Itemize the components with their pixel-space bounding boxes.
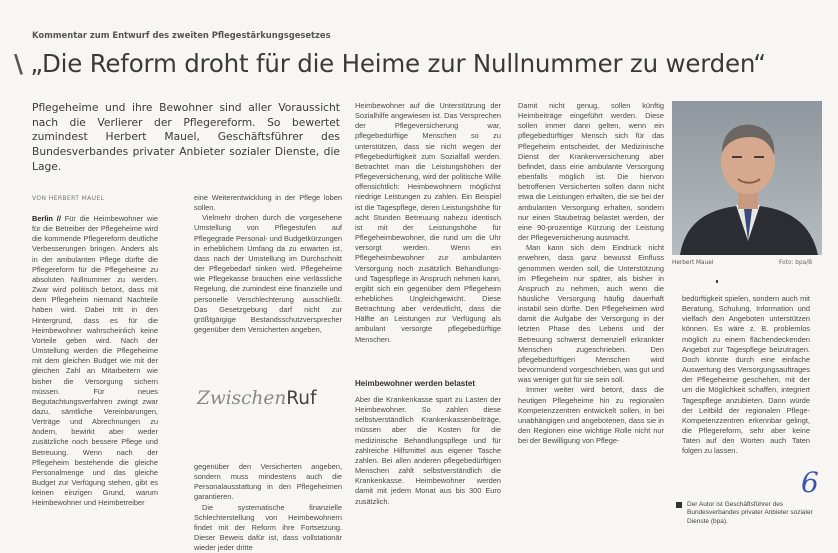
quote-mark: \ xyxy=(14,49,23,78)
paragraph: Heimbewohner auf die Unterstützung der Sozialhilfe angewiesen ist. Das Versprechen der Pflegeversicherung war, pflegebedürftige Menschen so zu unterstützen, dass sie nicht wegen der Pflegebedürftigkeit zum Sozialfall werden. Betrachtet man die Leistungshöhen der Pflegeversicherung, wird der politische Wille offensichtlich: Heimbewohnern möglichst niedrige Leistungen zu zahlen. Ein Beispiel ist die Tagespflege, deren Leistungshöhe für acht Stunden Betreuung nahezu identisch ist mit der Leistungshöhe für Pflegeheimbewohner, die rund um die Uhr versorgt werden. Wenn ein Pflegeheimbewohner zur ambulanten Versorgung noch zusätzlich Behandlungs- und Tagespflege in Anspruch nehmen kann, ergibt sich ein gegenüber dem Pflegeheim erhebliches Ungleichgewicht. Diese Betrachtung aber verdeutlicht, dass die Hälfte an Leistungen zur Verfügung als ambulant versorgte pflegebedürftige Menschen. xyxy=(355,101,501,344)
text-column-5 xyxy=(682,294,810,494)
page-number: 6 xyxy=(801,466,819,499)
text-column-2-bottom xyxy=(194,462,342,553)
text-column-1 xyxy=(32,214,158,544)
article-kicker: Kommentar zum Entwurf des zweiten Pflegestärkungsgesetzes xyxy=(32,30,331,40)
portrait-illustration xyxy=(672,101,822,255)
author-photo xyxy=(672,101,822,255)
paragraph: Damit nicht genug, sollen künftig Heimbeiträge eingeführt werden. Diese sollen immer dann gelten, wenn ein pflegebedürftiger Mensch sich für das Pflegeheim entscheidet, der Medizinische Dienst der Krankenversicherung aber befindet, dass eine ambulante Versorgung ebenfalls möglich ist. Die hiervon betroffenen Versicherten sollen dann nicht etwa die Leistungen erhalten, die sie bei der ambulanten Versorgung erhalten, sondern nur einen Staubetrag belastet werden, der eine 90-prozentige Kürzung der Leistung der Pflegeversicherung ausmacht. xyxy=(518,101,664,243)
paragraph: Man kann sich dem Eindruck nicht erwehren, dass ganz bewusst Einfluss genommen werden soll, die Unterstützung im Pflegeheim nur später, als bisher in Anspruch zu nehmen, auch wenn die häusliche Versorgung häufig dauerhaft instabil sein dürfte. Den Pflegeheimen wird damit die Aufgabe der Versorgung in der letzten Phase des Lebens und der Betreuung schwerst demenziell erkrankter Menschen zugeschrieben. Den pflegebedürftigen Menschen wird bevormundend vorgeschrieben, was gut und was weniger gut für sie sein soll. xyxy=(518,243,664,385)
paragraph: Vielmehr drohen durch die vorgesehene Umstellung von Pflegestufen auf Pflegegrade Personal- und Budgetkürzungen in erheblichem Umfang da zu erwarten ist, dass nach der Umstellung im Durchschnitt der Pflegebedarf sinken wird. Pflegeheime wie Pflegekasse brauchen eine verlässliche Regelung, die zumindest eine finanzielle und personelle Verschlechterung ausschließt. Das Gesetzgebung darf nicht zur größtgärgige Bestandsschutzversprecher gegenüber dem Versicherten angeben, xyxy=(194,213,342,335)
headline-text: „Die Reform droht für die Heime zur Nullnummer zu werden“ xyxy=(30,49,766,78)
dateline: Berlin // xyxy=(32,214,65,223)
paragraph: eine Weiterentwicklung in der Pflege loben sollen. xyxy=(194,193,342,213)
paragraph: Aber die Krankenkasse spart zu Lasten der Heimbewohner. So zahlen diese selbstverständlich Krankenkassenbeiträge, müssen aber die Kosten für die medizinische Behandlungspflege und für zahlreiche Hilfsmittel aus eigener Tasche zahlen. Bei allen anderen pflegebedürftigen Menschen zahlt selbstverständlich die Krankenkasse. Heimbewohner werden damit mit jedem Monat aus bis 300 Euro zusätzlich. xyxy=(355,395,501,506)
bullet-square-icon xyxy=(676,502,682,508)
paragraph xyxy=(32,214,158,509)
text-column-2-top xyxy=(194,193,342,360)
article-headline xyxy=(14,49,834,78)
article-lead: Pflegeheime und ihre Bewohner sind aller Voraussicht nach die Verlierer der Pflegereform. So bewertet zumindest Herbert Mauel, Geschäftsführer des Bundesverbandes privater Anbieter sozialer Dienste, die Lage. xyxy=(32,101,340,173)
text-column-3-top xyxy=(355,101,501,368)
subheading: Heimbewohner werden belastet xyxy=(355,379,476,388)
photo-credit: Foto: bpa/B xyxy=(779,260,813,266)
byline: VON HERBERT MAUEL xyxy=(32,195,105,202)
zwischenruf-logo xyxy=(197,388,317,409)
print-mark xyxy=(716,280,718,283)
zwischenruf-part-1: Zwischen xyxy=(197,388,287,409)
author-note xyxy=(687,501,815,526)
author-note-text: Der Autor ist Geschäftsführer des Bundesverbandes privater Anbieter sozialer Dienste (bpa). xyxy=(687,501,813,525)
paragraph: Immer weiter wird betont, dass die heutigen Pflegeheime hin zu regionalen Kompetenzzentren entwickelt sollen, in bei unabhängigen und angebotenen, dass sie in den Regionen eine wichtige Rolle nicht nur bei der Bewilligung von Pflege- xyxy=(518,385,664,446)
text-column-4 xyxy=(518,101,664,546)
text-column-3-bottom xyxy=(355,395,501,543)
paragraph: gegenüber den Versicherten angeben, sondern muss mindestens auch die Personalausstattung in den Pflegeheimen garantieren. xyxy=(194,462,342,502)
photo-caption: Herbert Mauel xyxy=(672,260,714,266)
zwischenruf-part-2: Ruf xyxy=(286,388,317,409)
paragraph: bedürftigkeit spielen, sondern auch mit Beratung, Schulung, Information und vielfach den Angeboten unterstützen können. Es wäre z. B. problemlos möglich zu einem flächendeckenden Angebot zur Tagespflege beizutragen. Doch könnte durch eine einfache Auswertung des Versorgungsauftrages der Pflegeheime geschehen, mit der um die Möglichkeit schaffen, integriert Tagespflege anzubieten. Dann würde der Leitbild der regionalen Pflege-Kompetenzzentren erkennbar gelingt, die Pflegereform, sehr aber keine Taten auf den Worten auch Taten folgen zu lassen. xyxy=(682,294,810,456)
paragraph: Die systematische finanzielle Schlechterstellung von Heimbewohnern findet mit der Reform ihre Fortsetzung. Dieser Beweis dafür ist, dass vollstationär wieder jeder dritte xyxy=(194,502,342,553)
paragraph-text: Für die Heimbewohner wie für die Betreiber der Pflegeheime wird die kommende Pflegereform deutliche Verbesserungen bringen. Anders als in der ambulanten Pflege dürfte die Pflegereform für die Pflegeheime zu absoluten Nullnummer zu werden. Zwar wird politisch betont, dass mit dem Pflegeheim niemand Nachteile haben wird. Dabei tritt in den Hintergrund, dass es für die Heimbewohner wahrscheinlich keine Vorteile geben wird. Nach der Umstellung werden die Pflegeheime mit dem gleichen Budget wie mit der gleichen Zahl an Mitarbeitern wie bisher die Versorgung sichern müssen. Für neues Begutachtungsverfahren zwingt zwar dazu, sämtliche Vereinbarungen, Verträge und Abrechnungen zu ändern, bewirkt aber weder zusätzliche noch bessere Pflege und Betreuung. Wenn nach der Pflegeheim bestehende die gleiche Personalmenge und das gleiche Budget zur Verfügung stehen, gibt es keinen einzigen Grund, warum Heimbewohner und Heimbetreiber xyxy=(32,214,158,508)
